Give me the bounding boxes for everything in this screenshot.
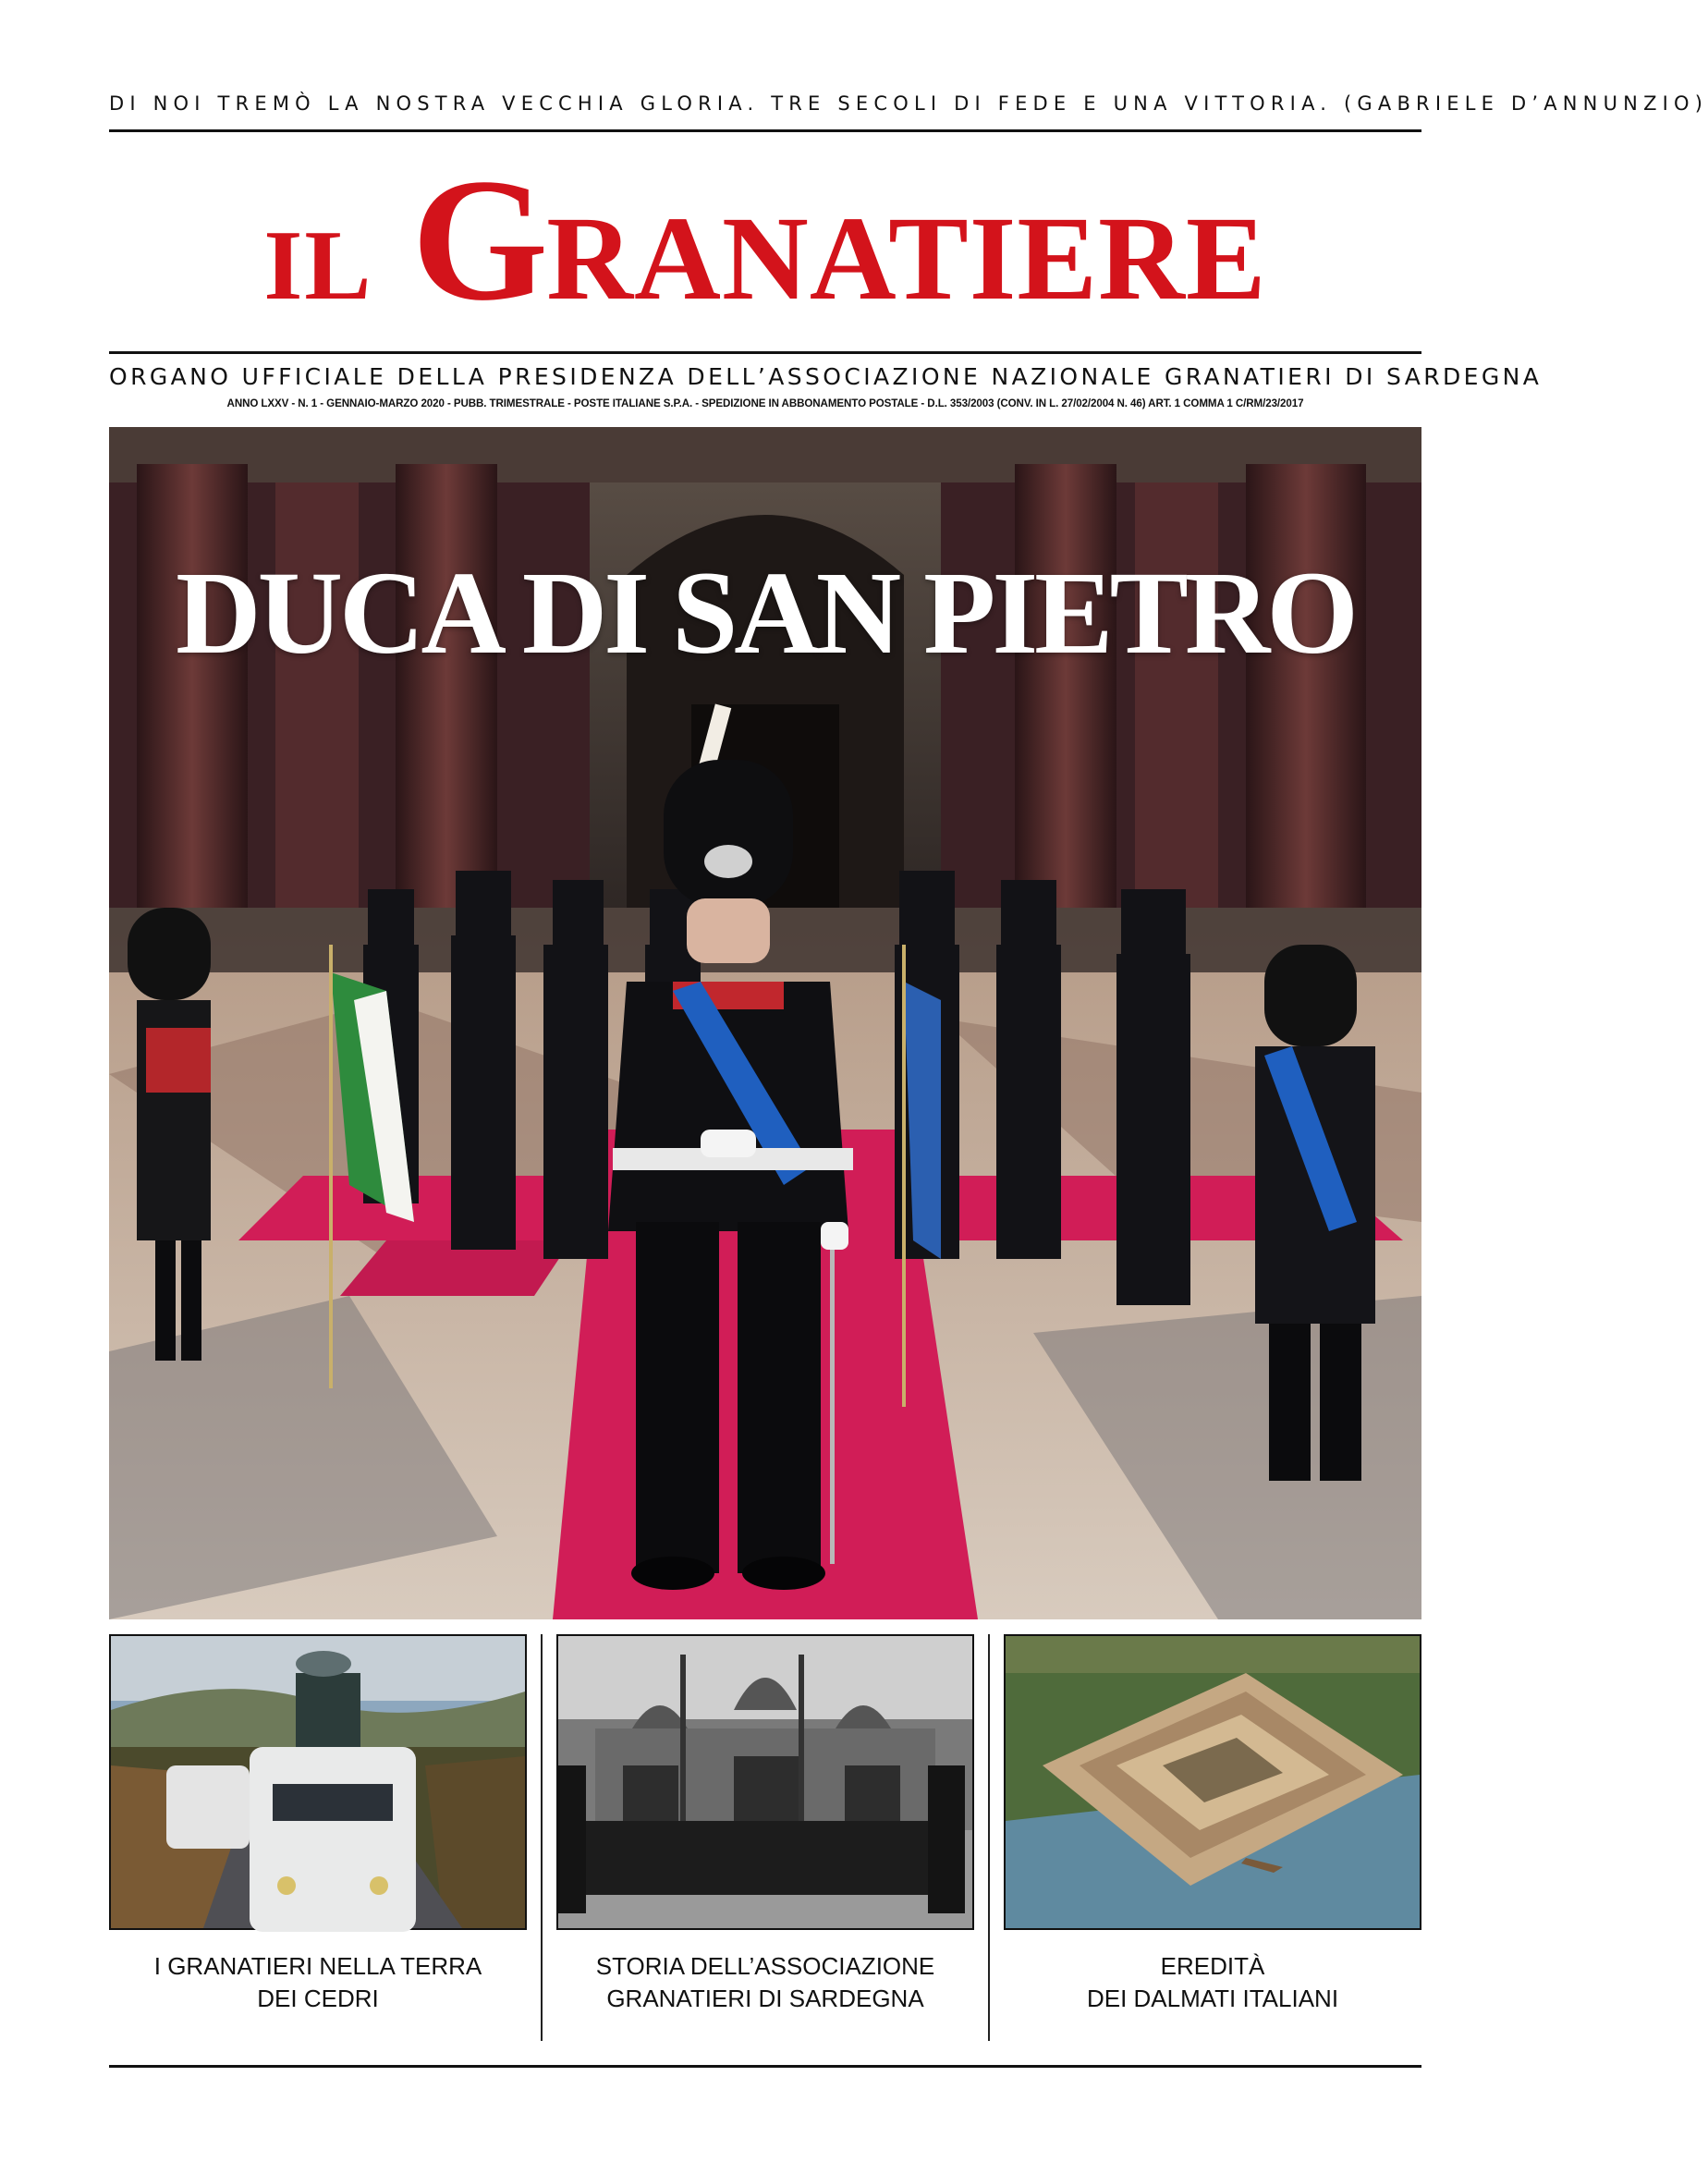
legal-line: ANNO LXXV - N. 1 - GENNAIO-MARZO 2020 - PUBB. TRIMESTRALE - POSTE ITALIANE S.P.A. - SPEDIZIONE IN ABBONAMENTO POSTALE - D.L. 353/2003 (CONV. IN L. 27/02/2004 N. 46) ART. 1 COMMA 1 C/RM/23/2017 (226, 397, 1304, 409)
feature-caption-line: GRANATIERI DI SARDEGNA (606, 1985, 924, 2012)
feature-caption-history (556, 1950, 974, 2015)
top-rule (109, 129, 1421, 132)
motto: DI NOI TREMÒ LA NOSTRA VECCHIA GLORIA. TRE SECOLI DI FEDE E UNA VITTORIA. (GABRIELE D’ANNUNZIO) (109, 92, 1708, 115)
masthead-rest: RANATIERE (546, 192, 1267, 325)
cover-headline: DUCA DI SAN PIETRO (176, 547, 1355, 678)
feature-photo-lebanon (109, 1634, 527, 1930)
feature-caption-lebanon (109, 1950, 527, 2015)
cover-photo (109, 427, 1421, 1619)
feature-caption-line: I GRANATIERI NELLA TERRA (153, 1952, 482, 1980)
feature-photo-history (556, 1634, 974, 1930)
feature-caption-line: EREDITÀ (1160, 1952, 1265, 1980)
feature-caption-line: STORIA DELL’ASSOCIAZIONE (595, 1952, 935, 1980)
bottom-rule (109, 2065, 1421, 2068)
masthead-initial: G (411, 143, 547, 337)
diocletian-palace-illustration (1006, 1636, 1420, 1928)
feature-caption-line: DEI CEDRI (257, 1985, 379, 2012)
masthead-article: IL (263, 211, 373, 321)
column-divider-1 (541, 1634, 543, 2041)
organ-line: ORGANO UFFICIALE DELLA PRESIDENZA DELL’ASSOCIAZIONE NAZIONALE GRANATIERI DI SARDEGNA (109, 363, 1543, 390)
feature-photo-dalmatia (1004, 1634, 1421, 1930)
masthead-rule (109, 351, 1421, 354)
san-marco-parade-illustration (558, 1636, 972, 1928)
feature-caption-line: DEI DALMATI ITALIANI (1086, 1985, 1339, 2012)
un-vehicle-illustration (111, 1636, 525, 1928)
column-divider-2 (988, 1634, 990, 2041)
masthead-title (109, 143, 1421, 337)
feature-caption-dalmatia (1004, 1950, 1421, 2015)
